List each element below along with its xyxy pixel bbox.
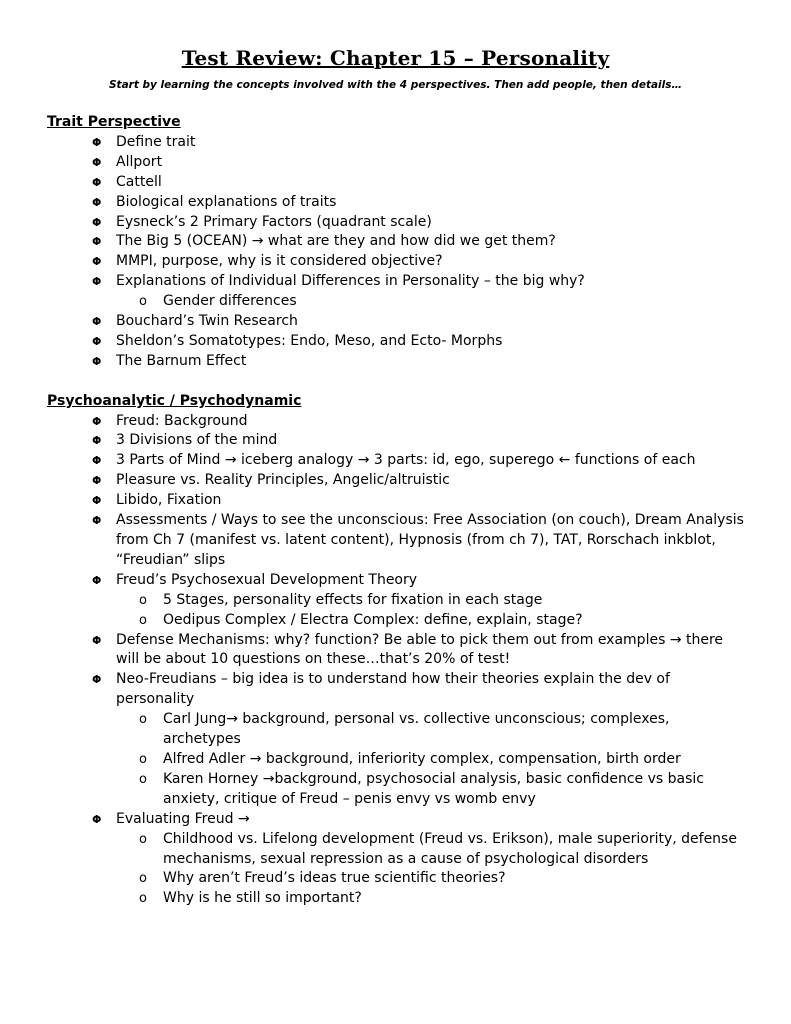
item-text: Carl Jung→ background, personal vs. collective unconscious; complexes, archetypes bbox=[163, 711, 670, 748]
phi-bullet-icon: Φ bbox=[92, 195, 102, 209]
list-item bbox=[47, 810, 747, 830]
phi-bullet-icon: Φ bbox=[92, 135, 102, 149]
list-item bbox=[47, 412, 747, 432]
list-item bbox=[47, 670, 747, 710]
item-text: Alfred Adler → background, inferiority complex, compensation, birth order bbox=[163, 750, 681, 767]
list-item bbox=[47, 133, 747, 153]
list-item bbox=[47, 332, 747, 352]
list-item bbox=[47, 193, 747, 213]
phi-bullet-icon: Φ bbox=[92, 334, 102, 348]
item-text: 5 Stages, personality effects for fixation in each stage bbox=[163, 591, 543, 608]
sub-list-item bbox=[47, 889, 747, 909]
sub-list-item bbox=[47, 611, 747, 631]
page-subtitle: Start by learning the concepts involved with the 4 perspectives. Then add people, then details… bbox=[109, 79, 682, 91]
circle-bullet-icon: o bbox=[139, 871, 147, 887]
phi-bullet-icon: Φ bbox=[92, 175, 102, 189]
section-heading: Psychoanalytic / Psychodynamic bbox=[47, 392, 302, 409]
list-item bbox=[47, 232, 747, 252]
item-text: Assessments / Ways to see the unconscious: Free Association (on couch), Dream Analysis from Ch 7 (manifest vs. latent content), Hypnosis (from ch 7), TAT, Rorschach inkblot, “Freudian” slips bbox=[116, 512, 744, 568]
phi-bullet-icon: Φ bbox=[92, 633, 102, 647]
item-text: Why aren’t Freud’s ideas true scientific theories? bbox=[163, 870, 506, 887]
circle-bullet-icon: o bbox=[139, 612, 147, 628]
item-text: Libido, Fixation bbox=[116, 492, 222, 509]
list-item bbox=[47, 272, 747, 292]
circle-bullet-icon: o bbox=[139, 831, 147, 847]
list-item bbox=[47, 153, 747, 173]
phi-bullet-icon: Φ bbox=[92, 474, 102, 488]
phi-bullet-icon: Φ bbox=[92, 573, 102, 587]
item-text: Bouchard’s Twin Research bbox=[116, 313, 298, 330]
phi-bullet-icon: Φ bbox=[92, 255, 102, 269]
item-text: Freud’s Psychosexual Development Theory bbox=[116, 571, 418, 588]
item-text: Why is he still so important? bbox=[163, 890, 362, 907]
sub-list-item bbox=[47, 750, 747, 770]
item-text: Freud: Background bbox=[116, 412, 248, 429]
list-item bbox=[47, 491, 747, 511]
list-item bbox=[47, 312, 747, 332]
section-heading: Trait Perspective bbox=[47, 114, 181, 130]
list-item bbox=[47, 252, 747, 272]
item-text: Explanations of Individual Differences in Personality – the big why? bbox=[116, 273, 585, 290]
list-item bbox=[47, 511, 747, 571]
item-text: The Barnum Effect bbox=[116, 352, 247, 369]
phi-bullet-icon: Φ bbox=[92, 494, 102, 508]
item-text: Childhood vs. Lifelong development (Freud vs. Erikson), male superiority, defense mechanisms, sexual repression as a cause of psychological disorders bbox=[163, 830, 737, 867]
list-item bbox=[47, 431, 747, 451]
item-text: Pleasure vs. Reality Principles, Angelic/altruistic bbox=[116, 472, 450, 489]
circle-bullet-icon: o bbox=[139, 751, 147, 767]
outline-content bbox=[47, 113, 747, 909]
section-spacer bbox=[47, 372, 747, 392]
phi-bullet-icon: Φ bbox=[92, 414, 102, 428]
list-item bbox=[47, 173, 747, 193]
list-item bbox=[47, 471, 747, 491]
item-text: Oedipus Complex / Electra Complex: define, explain, stage? bbox=[163, 611, 583, 628]
sub-list-item bbox=[47, 591, 747, 611]
phi-bullet-icon: Φ bbox=[92, 434, 102, 448]
list-item bbox=[47, 213, 747, 233]
item-text: Cattell bbox=[116, 173, 162, 190]
item-text: Karen Horney →background, psychosocial analysis, basic confidence vs basic anxiety, critique of Freud – penis envy vs womb envy bbox=[163, 770, 704, 807]
item-text: Neo-Freudians – big idea is to understand how their theories explain the dev of personality bbox=[116, 671, 670, 708]
item-text: Defense Mechanisms: why? function? Be able to pick them out from examples → there will be about 10 questions on these…that’s 20% of test! bbox=[116, 631, 724, 668]
phi-bullet-icon: Φ bbox=[92, 514, 102, 528]
sub-list-item bbox=[47, 770, 747, 810]
circle-bullet-icon: o bbox=[139, 712, 147, 728]
circle-bullet-icon: o bbox=[139, 891, 147, 907]
page-title: Test Review: Chapter 15 – Personality bbox=[181, 46, 610, 70]
circle-bullet-icon: o bbox=[139, 771, 147, 787]
item-text: Define trait bbox=[116, 133, 196, 150]
phi-bullet-icon: Φ bbox=[92, 673, 102, 687]
phi-bullet-icon: Φ bbox=[92, 155, 102, 169]
item-text: 3 Divisions of the mind bbox=[116, 432, 278, 449]
list-item bbox=[47, 571, 747, 591]
phi-bullet-icon: Φ bbox=[92, 235, 102, 249]
sub-list-item bbox=[47, 710, 747, 750]
list-item bbox=[47, 451, 747, 471]
item-text: Biological explanations of traits bbox=[116, 193, 337, 210]
phi-bullet-icon: Φ bbox=[92, 812, 102, 826]
circle-bullet-icon: o bbox=[139, 592, 147, 608]
item-text: Eysneck’s 2 Primary Factors (quadrant scale) bbox=[116, 213, 432, 230]
item-text: Gender differences bbox=[163, 293, 297, 310]
phi-bullet-icon: Φ bbox=[92, 275, 102, 289]
phi-bullet-icon: Φ bbox=[92, 215, 102, 229]
item-text: The Big 5 (OCEAN) → what are they and how did we get them? bbox=[116, 233, 556, 250]
list-item bbox=[47, 352, 747, 372]
circle-bullet-icon: o bbox=[139, 294, 147, 310]
sub-list-item bbox=[47, 292, 747, 312]
sub-list-item bbox=[47, 869, 747, 889]
phi-bullet-icon: Φ bbox=[92, 454, 102, 468]
item-text: Sheldon’s Somatotypes: Endo, Meso, and Ecto- Morphs bbox=[116, 332, 503, 349]
sub-list-item bbox=[47, 830, 747, 870]
list-item bbox=[47, 631, 747, 671]
item-text: Evaluating Freud → bbox=[116, 810, 250, 827]
item-text: MMPI, purpose, why is it considered objective? bbox=[116, 253, 443, 270]
item-text: 3 Parts of Mind → iceberg analogy → 3 parts: id, ego, superego ← functions of each bbox=[116, 452, 696, 469]
phi-bullet-icon: Φ bbox=[92, 354, 102, 368]
phi-bullet-icon: Φ bbox=[92, 315, 102, 329]
item-text: Allport bbox=[116, 153, 163, 170]
